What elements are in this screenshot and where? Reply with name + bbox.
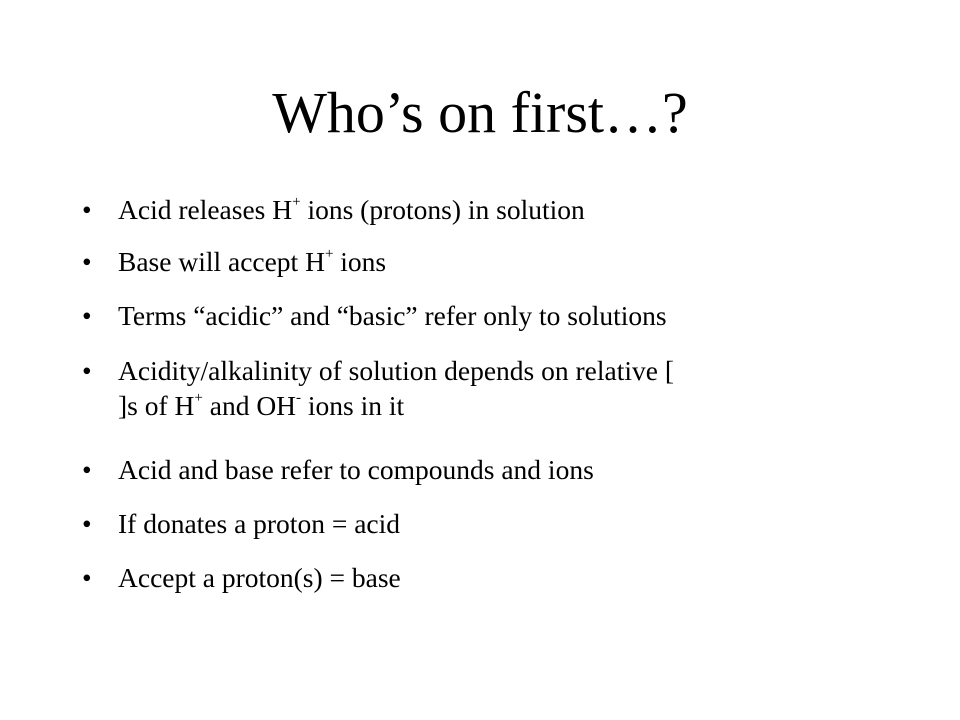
bullet-icon: • bbox=[82, 508, 92, 539]
bullet-text: Acid releases H+ ions (protons) in solution bbox=[118, 193, 585, 225]
bullet-text: Accept a proton(s) = base bbox=[118, 562, 401, 593]
bullet-icon: • bbox=[82, 355, 92, 386]
bullet-text: Terms “acidic” and “basic” refer only to solutions bbox=[118, 300, 667, 331]
bullet-text: Acid and base refer to compounds and ions bbox=[118, 454, 594, 485]
bullet-icon: • bbox=[82, 562, 92, 593]
bullet-icon: • bbox=[82, 454, 92, 485]
bullet-icon: • bbox=[82, 194, 92, 225]
bullet-icon: • bbox=[82, 300, 92, 331]
bullet-icon: • bbox=[82, 246, 92, 277]
slide-title: Who’s on first…? bbox=[272, 80, 688, 145]
bullet-text: If donates a proton = acid bbox=[118, 508, 401, 539]
bullet-text: Base will accept H+ ions bbox=[118, 245, 387, 277]
bullet-text: Acidity/alkalinity of solution depends on relative [ ]s of H+ and OH- ions in it bbox=[118, 355, 674, 421]
